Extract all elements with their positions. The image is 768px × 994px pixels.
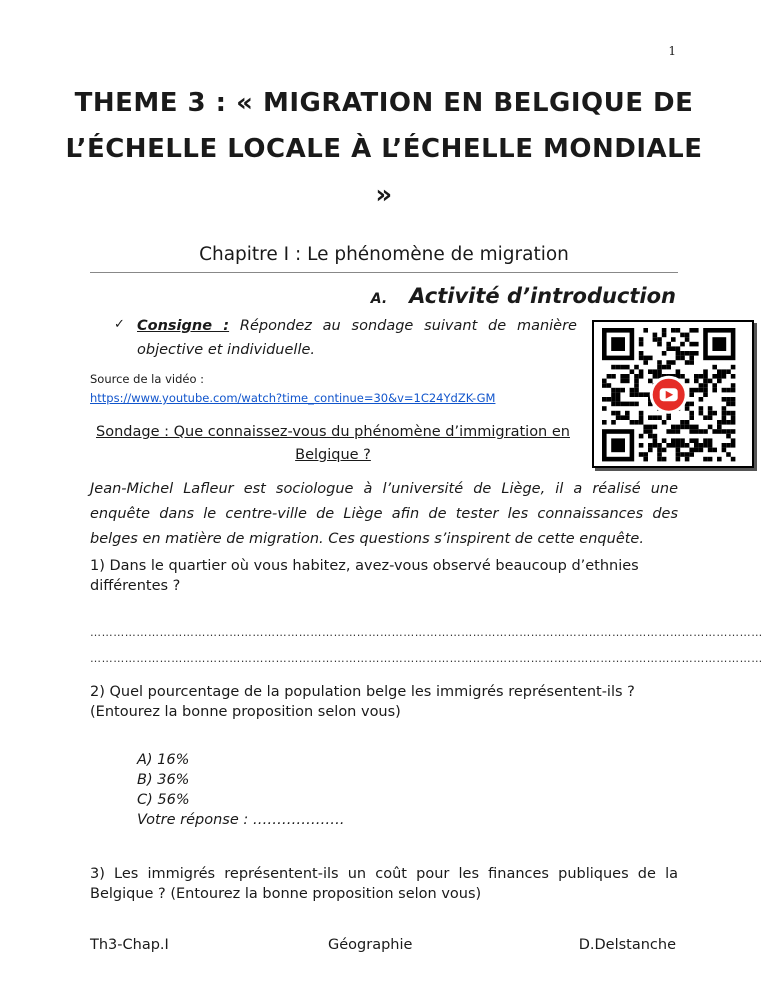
source-label: Source de la vidéo :	[90, 372, 205, 386]
question-1: 1) Dans le quartier où vous habitez, avez-vous observé beaucoup d’ethnies différentes ?	[90, 558, 639, 594]
qr-code-icon[interactable]	[592, 320, 754, 468]
video-link[interactable]: https://www.youtube.com/watch?time_continue=30&v=1C24YdZK-GM	[90, 391, 496, 405]
consigne-text: Répondez au sondage suivant de manière objective et individuelle.	[137, 318, 577, 358]
question-3: 3) Les immigrés représentent-ils un coût pour les finances publiques de la Belgique ? (Entourez la bonne proposition selon vous)	[90, 866, 678, 902]
page-title: THEME 3 : « MIGRATION EN BELGIQUE DE L’ÉCHELLE LOCALE À L’ÉCHELLE MONDIALE »	[65, 88, 703, 210]
footer-right: D.Delstanche	[578, 937, 676, 953]
section-heading	[371, 284, 676, 308]
chapter-divider	[90, 272, 678, 273]
answer-options	[137, 750, 344, 830]
option-c[interactable]: C) 56%	[137, 792, 190, 808]
sondage-heading: Sondage : Que connaissez-vous du phénomène d’immigration en Belgique ?	[96, 424, 570, 463]
consigne-label: Consigne :	[137, 318, 230, 334]
your-answer-field[interactable]: Votre réponse : ……………….	[137, 812, 345, 828]
intro-paragraph: Jean-Michel Lafleur est sociologue à l’université de Liège, il a réalisé une enquête dans le centre-ville de Liège afin de tester les connaissances des belges en matière de migration. Ces questions s’inspirent de cette enquête.	[90, 481, 678, 547]
footer-center: Géographie	[328, 937, 413, 953]
checkmark-icon: ✓	[114, 317, 125, 332]
question-2: 2) Quel pourcentage de la population belge les immigrés représentent-ils ? (Entourez la bonne proposition selon vous)	[90, 684, 635, 720]
qr-code-graphic	[594, 322, 752, 466]
consigne-paragraph	[137, 314, 577, 362]
page-number: 1	[668, 44, 676, 58]
section-title: Activité d’introduction	[409, 284, 676, 308]
option-b[interactable]: B) 36%	[137, 772, 190, 788]
footer-left: Th3-Chap.I	[90, 937, 169, 953]
section-letter: A.	[370, 291, 388, 307]
option-a[interactable]: A) 16%	[137, 752, 190, 768]
chapter-heading: Chapitre I : Le phénomène de migration	[199, 244, 569, 265]
answer-line-1[interactable]: …………………………………………………………………………………………………………………………………………………………	[90, 626, 763, 639]
answer-line-2[interactable]: …………………………………………………………………………………………………………………………………………………………	[90, 652, 763, 665]
